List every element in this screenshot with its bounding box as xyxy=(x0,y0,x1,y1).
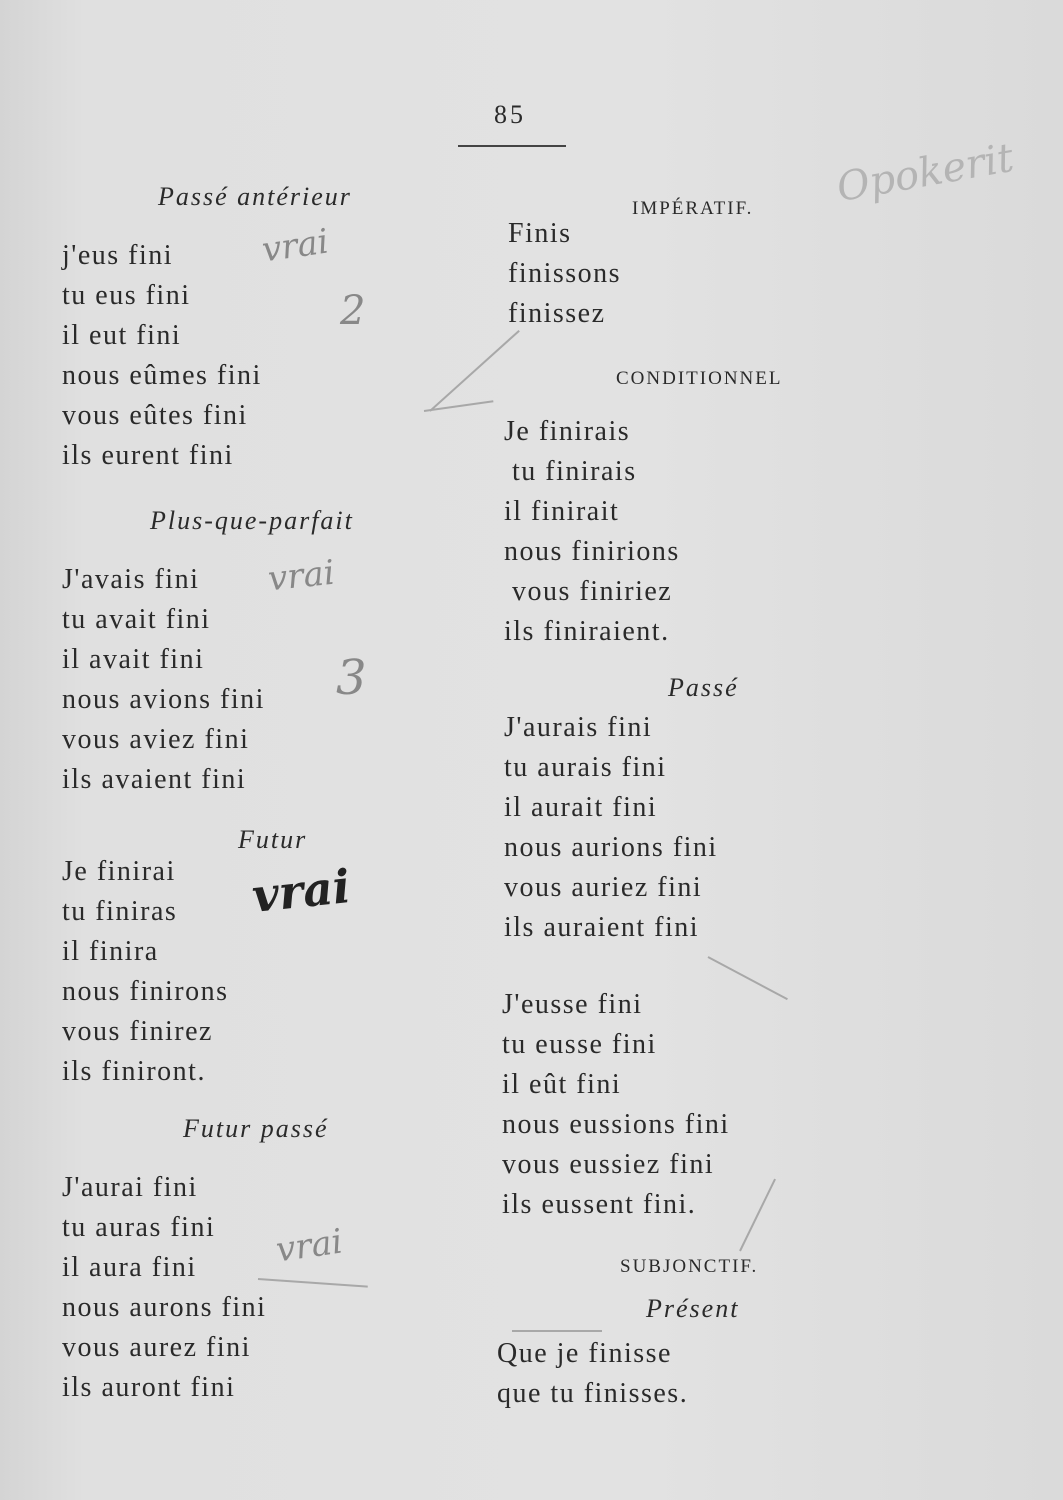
conjugation-line: ils eurent fini xyxy=(62,440,234,471)
conjugation-line: il eut fini xyxy=(62,320,182,351)
list-plus-que-parfait xyxy=(62,560,265,800)
pencil-stroke xyxy=(739,1179,776,1252)
conjugation-line: vous aurez fini xyxy=(62,1332,251,1363)
list-conditionnel xyxy=(504,412,680,652)
conjugation-line: tu avait fini xyxy=(62,604,211,635)
title-conditionnel: CONDITIONNEL xyxy=(616,368,783,389)
conjugation-line: finissez xyxy=(508,298,606,329)
conjugation-line: il eût fini xyxy=(502,1069,622,1100)
conjugation-line: vous aviez fini xyxy=(62,724,250,755)
handwritten-vrai-4: vrai xyxy=(273,1221,346,1271)
conjugation-line: tu auras fini xyxy=(62,1212,216,1243)
conjugation-line: tu finiras xyxy=(62,896,178,927)
conjugation-line: tu eus fini xyxy=(62,280,191,311)
conjugation-line: vous eussiez fini xyxy=(502,1149,715,1180)
conjugation-line: vous auriez fini xyxy=(504,872,703,903)
title-subjonctif: SUBJONCTIF. xyxy=(620,1256,759,1277)
conjugation-line: vous finirez xyxy=(62,1016,213,1047)
handwritten-number-3: 3 xyxy=(336,650,367,706)
list-conditionnel-passe-2 xyxy=(502,985,730,1225)
conjugation-line: ils finiraient. xyxy=(504,616,670,647)
conjugation-line: j'eus fini xyxy=(62,240,174,271)
conjugation-line: finissons xyxy=(508,258,622,289)
conjugation-line: il aura fini xyxy=(62,1252,197,1283)
pencil-stroke xyxy=(512,1330,602,1332)
heading-passe-anterieur: Passé antérieur xyxy=(158,182,352,211)
conjugation-line: il aurait fini xyxy=(504,792,658,823)
list-futur xyxy=(62,852,229,1092)
conjugation-line: ils auront fini xyxy=(62,1372,236,1403)
conjugation-line: Finis xyxy=(508,218,572,249)
conjugation-line: ils avaient fini xyxy=(62,764,247,795)
conjugation-line: que tu finisses. xyxy=(497,1378,689,1409)
conjugation-line: J'aurais fini xyxy=(504,712,653,743)
conjugation-line: tu eusse fini xyxy=(502,1029,657,1060)
handwritten-number-2: 2 xyxy=(340,288,366,334)
conjugation-line: vous finiriez xyxy=(512,576,673,607)
conjugation-line: nous aurons fini xyxy=(62,1292,267,1323)
conjugation-line: J'aurai fini xyxy=(62,1172,198,1203)
list-conditionnel-passe xyxy=(504,708,718,948)
conjugation-line: nous finirions xyxy=(504,536,680,567)
conjugation-line: Je finirai xyxy=(62,856,176,887)
page-number: 85 xyxy=(494,100,526,129)
pencil-stroke xyxy=(429,330,520,412)
heading-conditionnel-passe: Passé xyxy=(668,673,739,702)
list-futur-passe xyxy=(62,1168,266,1408)
heading-futur-passe: Futur passé xyxy=(183,1114,329,1143)
list-subjonctif-present xyxy=(497,1334,688,1414)
title-imperatif: IMPÉRATIF. xyxy=(632,198,754,219)
conjugation-line: il finira xyxy=(62,936,159,967)
conjugation-line: tu finirais xyxy=(512,456,637,487)
conjugation-line: Que je finisse xyxy=(497,1338,672,1369)
heading-subjonctif-present: Présent xyxy=(646,1294,740,1323)
heading-plus-que-parfait: Plus-que-parfait xyxy=(150,506,354,535)
pencil-stroke xyxy=(258,1278,368,1288)
conjugation-line: nous aurions fini xyxy=(504,832,718,863)
list-passe-anterieur xyxy=(62,236,262,476)
conjugation-line: vous eûtes fini xyxy=(62,400,248,431)
heading-futur: Futur xyxy=(238,825,308,854)
handwritten-margin-note: Opokerit xyxy=(833,134,1018,212)
conjugation-line: ils finiront. xyxy=(62,1056,206,1087)
conjugation-line: nous avions fini xyxy=(62,684,265,715)
conjugation-line: J'avais fini xyxy=(62,564,200,595)
conjugation-line: il avait fini xyxy=(62,644,205,675)
conjugation-line: nous finirons xyxy=(62,976,229,1007)
page-number-rule xyxy=(458,145,566,147)
conjugation-line: tu aurais fini xyxy=(504,752,667,783)
conjugation-line: J'eusse fini xyxy=(502,989,643,1020)
handwritten-vrai-1: vrai xyxy=(259,221,332,271)
handwritten-vrai-2: vrai xyxy=(266,552,337,600)
conjugation-line: nous eussions fini xyxy=(502,1109,730,1140)
conjugation-line: nous eûmes fini xyxy=(62,360,262,391)
conjugation-line: Je finirais xyxy=(504,416,631,447)
conjugation-line: ils eussent fini. xyxy=(502,1189,697,1220)
conjugation-line: ils auraient fini xyxy=(504,912,700,943)
conjugation-line: il finirait xyxy=(504,496,620,527)
handwritten-vrai-3: vrai xyxy=(249,859,353,923)
list-imperatif xyxy=(508,214,621,334)
